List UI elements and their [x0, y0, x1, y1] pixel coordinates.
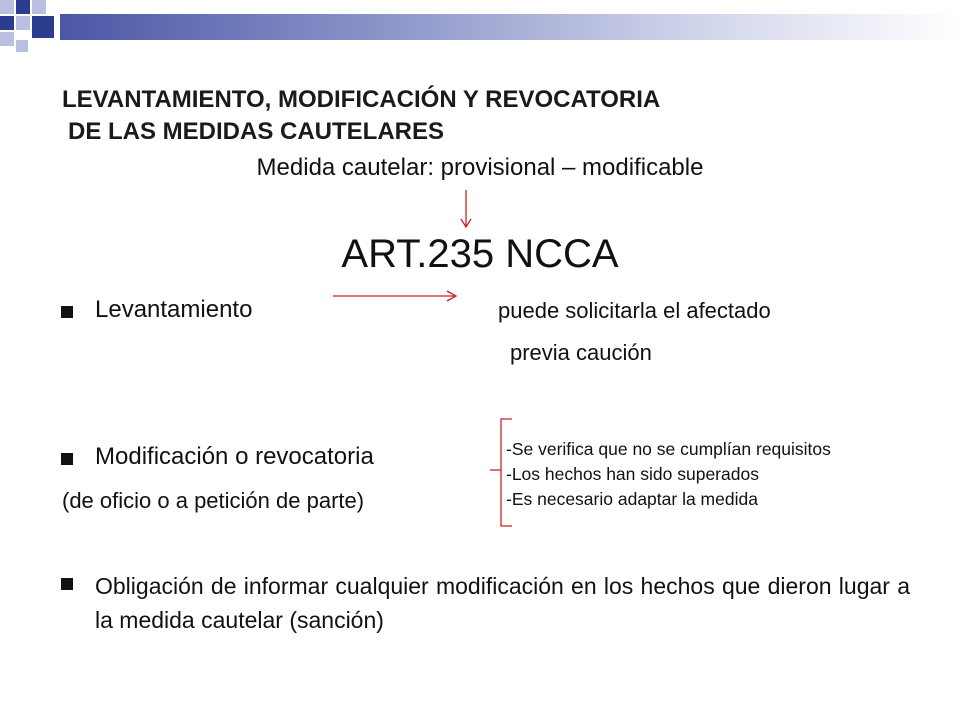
levantamiento-result-cont: previa caución: [510, 340, 652, 365]
modificacion-note: (de oficio o a petición de parte): [62, 488, 365, 513]
slide-title-line1: LEVANTAMIENTO, MODIFICACIÓN Y REVOCATORIA: [62, 86, 661, 113]
reason-item: -Se verifica que no se cumplían requisitos: [506, 439, 831, 459]
reason-item: -Es necesario adaptar la medida: [506, 489, 758, 509]
obligacion-text: Obligación de informar cualquier modificación en los hechos que dieron lugar a la medida cautelar (sanción): [95, 573, 910, 633]
article-heading: ART.235 NCCA: [341, 232, 619, 276]
levantamiento-result: puede solicitarla el afectado: [498, 298, 771, 323]
right-arrow-icon: [333, 291, 456, 301]
levantamiento-label: Levantamiento: [95, 296, 253, 323]
reason-item: -Los hechos han sido superados: [506, 464, 759, 484]
slide-title-line2: DE LAS MEDIDAS CAUTELARES: [68, 118, 445, 145]
down-arrow-icon: [461, 190, 471, 227]
slide-subtitle: Medida cautelar: provisional – modificable: [256, 154, 704, 181]
brace-icon: [490, 419, 512, 526]
modificacion-label: Modificación o revocatoria: [95, 443, 374, 470]
